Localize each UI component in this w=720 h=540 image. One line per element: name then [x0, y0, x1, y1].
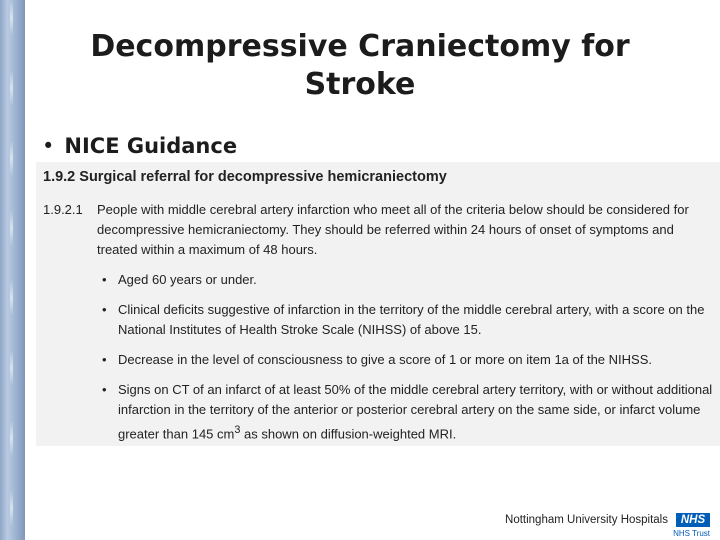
criterion-item — [97, 380, 713, 444]
organisation-name: Nottingham University Hospitals — [505, 514, 668, 526]
recommendation-text: People with middle cerebral artery infarction who meet all of the criteria below should be considered for decompressive hemicraniectomy. They should be referred within 24 hours of onset of symptoms and treated within a maximum of 48 hours. — [97, 202, 689, 257]
criterion-text-end: as shown on diffusion-weighted MRI. — [240, 426, 457, 442]
criterion-item — [97, 300, 713, 340]
nhs-logo-icon: NHS — [676, 513, 710, 527]
nice-guidance-excerpt — [36, 162, 720, 446]
criteria-list — [97, 270, 713, 454]
list-bullet: • — [102, 382, 107, 397]
nhs-trust-label: NHS Trust — [673, 529, 710, 538]
criterion-text: Aged 60 years or under. — [118, 272, 257, 287]
list-bullet: • — [102, 302, 107, 317]
nuh-logo — [480, 512, 710, 538]
list-bullet: • — [102, 272, 107, 287]
bullet-text: NICE Guidance — [64, 134, 238, 158]
criterion-text: Clinical deficits suggestive of infarction in the territory of the middle cerebral artery, with a score on the National Institutes of Health Stroke Scale (NIHSS) of above 15. — [118, 302, 705, 337]
guidance-heading: 1.9.2 Surgical referral for decompressive hemicraniectomy — [43, 169, 447, 185]
bullet-dot: • — [42, 134, 55, 158]
bullet-nice-guidance — [42, 132, 237, 160]
criterion-text: Decrease in the level of consciousness to give a score of 1 or more on item 1a of the NIHSS. — [118, 352, 652, 367]
criterion-item — [97, 350, 713, 370]
superscript-three: 3 — [234, 424, 241, 436]
decorative-side-bar — [0, 0, 25, 540]
slide-title: Decompressive Craniectomy for Stroke — [90, 29, 630, 102]
criterion-item — [97, 270, 713, 290]
list-bullet: • — [102, 352, 107, 367]
recommendation-number: 1.9.2.1 — [43, 202, 83, 217]
criterion-text: Signs on CT of an infarct of at least 50% of the middle cerebral artery territory, with or without additional infarction in the territory of the anterior or posterior cerebral artery on the same side, or infarct volume greater than 145 cm — [118, 382, 713, 442]
